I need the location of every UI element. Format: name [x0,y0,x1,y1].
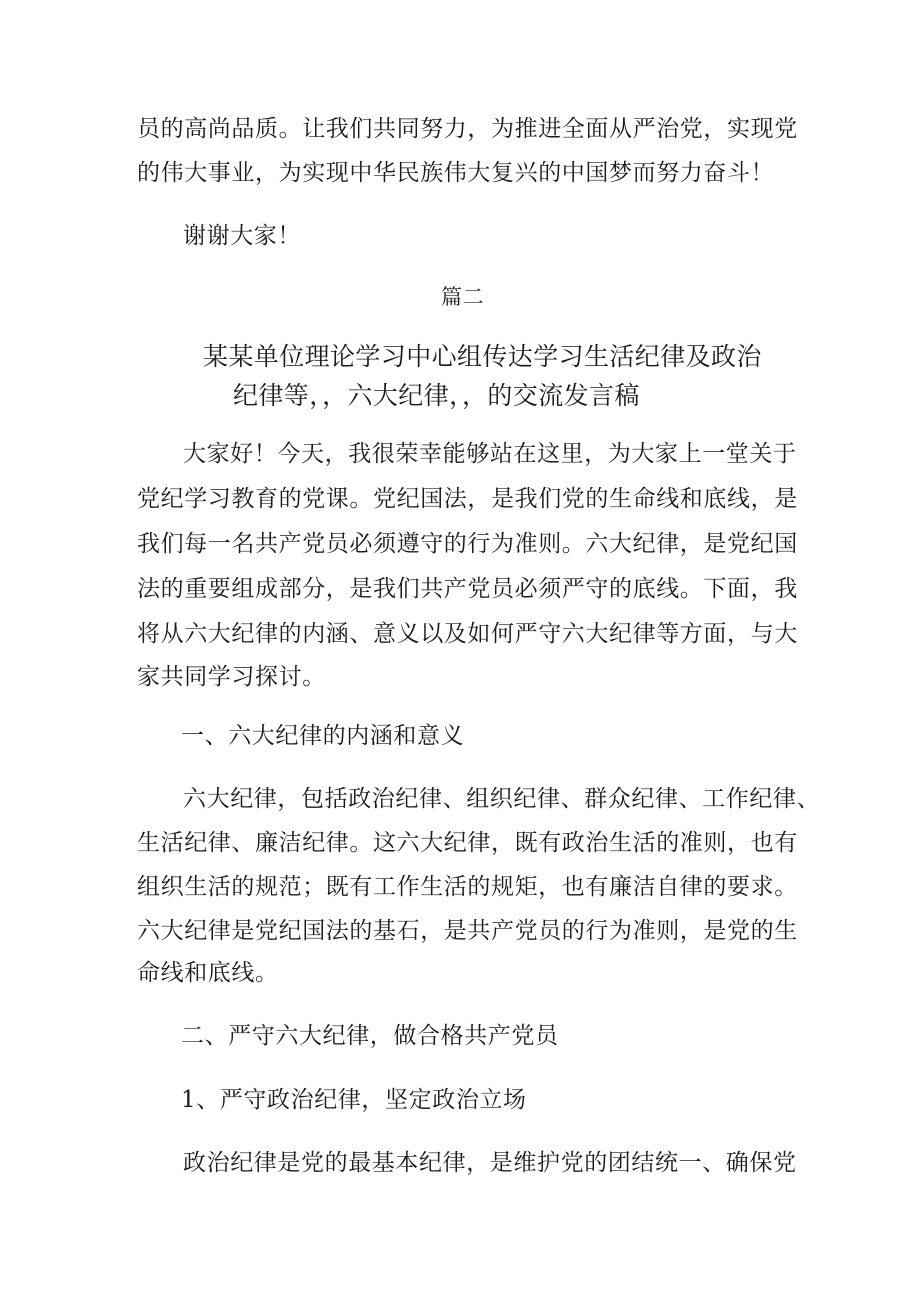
section-heading: 二、严守六大纪律，做合格共产党员 [181,1023,559,1049]
closing-thanks: 谢谢大家！ [183,223,301,249]
body-line: 将从六大纪律的内涵、意义以及如何严守六大纪律等方面，与大 [137,621,798,647]
body-line: 员的高尚品质。让我们共同努力，为推进全面从严治党，实现党 [137,116,798,142]
body-line: 我们每一名共产党员必须遵守的行为准则。六大纪律，是党纪国 [137,531,798,557]
body-line: 六大纪律是党纪国法的基石，是共产党员的行为准则，是党的生 [137,918,798,944]
body-line: 党纪学习教育的党课。党纪国法，是我们党的生命线和底线，是 [137,486,798,512]
document-title-line: 某某单位理论学习中心组传达学习生活纪律及政治 [203,342,762,371]
body-line: 政治纪律是党的最基本纪律，是维护党的团结统一、确保党 [183,1150,797,1176]
body-line: 组织生活的规范；既有工作生活的规矩，也有廉洁自律的要求。 [137,874,798,900]
body-line: 的伟大事业，为实现中华民族伟大复兴的中国梦而努力奋斗！ [137,160,775,186]
body-line: 大家好！今天，我很荣幸能够站在这里，为大家上一堂关于 [183,441,797,467]
body-line: 生活纪律、廉洁纪律。这六大纪律，既有政治生活的准则，也有 [137,830,798,856]
document-title-line: 纪律等，，六大纪律，，的交流发言稿 [233,381,640,410]
body-line: 命线和底线。 [137,960,279,986]
body-line: 法的重要组成部分，是我们共产党员必须严守的底线。下面，我 [137,576,798,602]
subsection-heading: 1、严守政治纪律，坚定政治立场 [181,1087,527,1113]
section-heading: 一、六大纪律的内涵和意义 [181,723,465,749]
section-label: 篇二 [441,285,485,309]
body-line: 六大纪律，包括政治纪律、组织纪律、群众纪律、工作纪律、 [183,786,821,812]
body-line: 家共同学习探讨。 [137,664,326,690]
